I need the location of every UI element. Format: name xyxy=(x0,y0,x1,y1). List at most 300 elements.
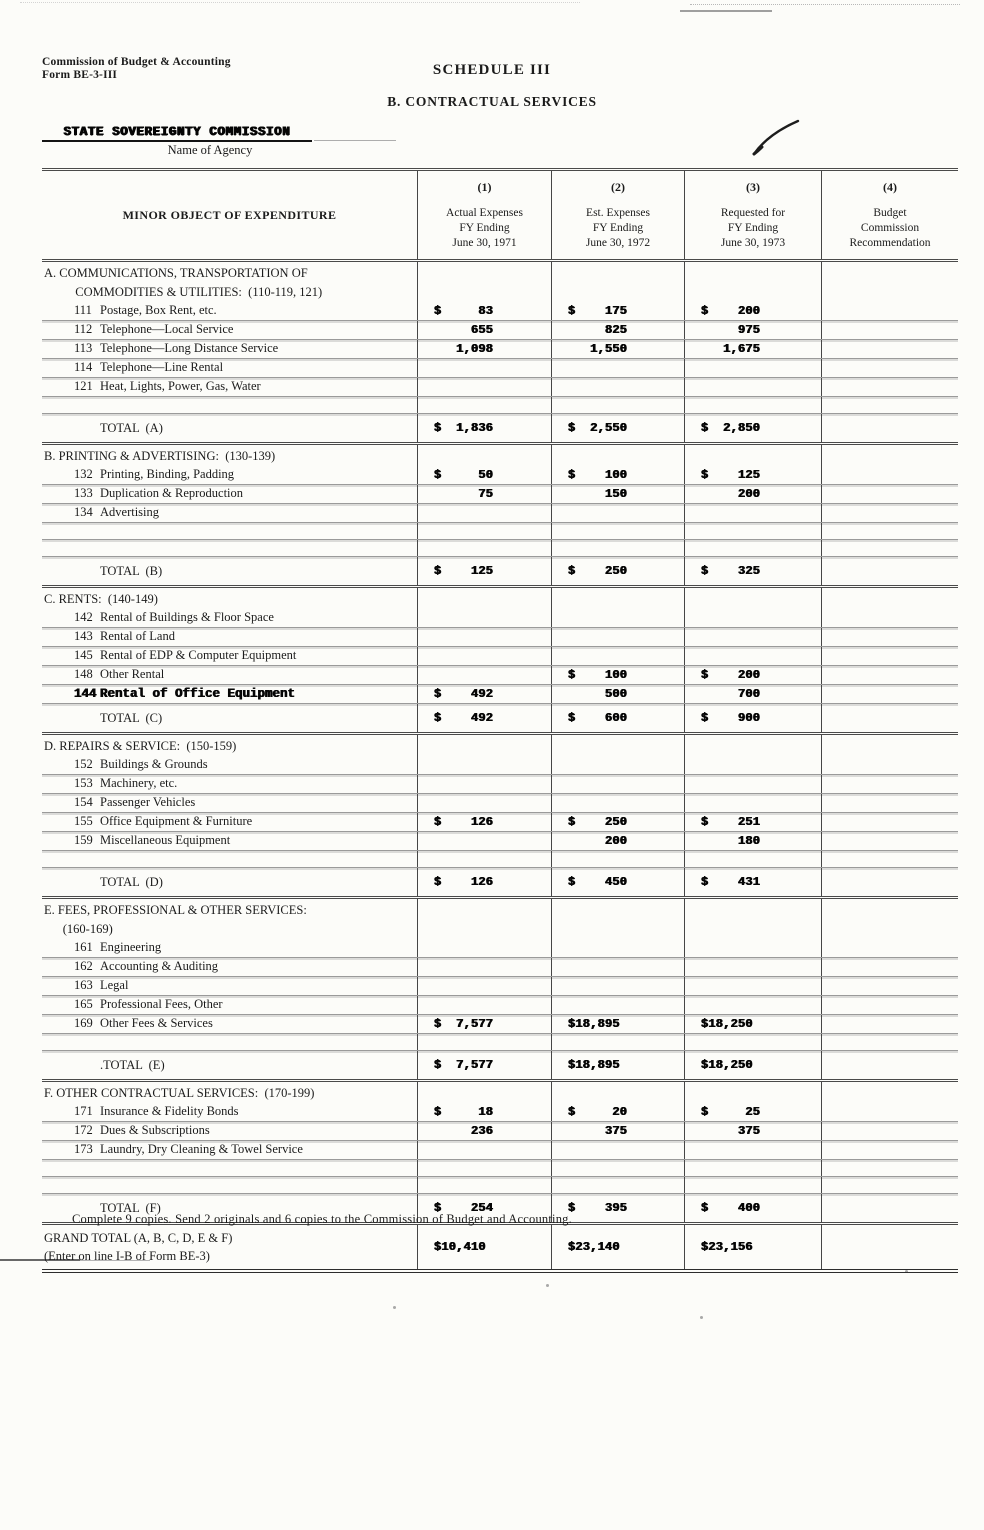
amount-cell-col1 xyxy=(417,1177,551,1193)
expenditure-code: 145 xyxy=(74,648,93,662)
amount-cell-col2 xyxy=(551,588,684,609)
total-label: TOTAL (D) xyxy=(100,874,163,889)
column-header-4 xyxy=(821,171,958,259)
section-heading-row xyxy=(42,899,958,939)
typed-amount: $10,410 xyxy=(434,1240,486,1254)
amount-cell-col1 xyxy=(417,851,551,867)
amount-cell-col2 xyxy=(551,1015,684,1033)
blank-label-cell xyxy=(42,1160,417,1176)
amount-cell-col4 xyxy=(821,899,958,939)
expenditure-code: 152 xyxy=(74,757,93,771)
amount-cell-col3 xyxy=(684,977,821,995)
scan-speck xyxy=(546,1284,549,1287)
expenditure-label-cell xyxy=(42,756,417,774)
typed-amount: $18,250 xyxy=(701,1017,753,1031)
typed-amount: 700 xyxy=(701,687,761,701)
amount-cell-col3 xyxy=(684,414,821,442)
amount-cell-col2 xyxy=(551,899,684,939)
expenditure-label-cell xyxy=(42,1122,417,1140)
typed-amount: 975 xyxy=(701,323,761,337)
expenditure-label: Telephone—Line Rental xyxy=(100,360,224,374)
typed-amount: $ 450 xyxy=(568,875,628,889)
expenditure-label-cell xyxy=(42,485,417,503)
typed-amount: $ 492 xyxy=(434,711,494,725)
blank-label-cell xyxy=(42,540,417,556)
amount-cell-col1 xyxy=(417,775,551,793)
typed-amount: $ 2,850 xyxy=(701,421,761,435)
typed-amount: $23,140 xyxy=(568,1240,620,1254)
amount-cell-col3 xyxy=(684,735,821,756)
amount-cell-col1 xyxy=(417,540,551,556)
section-heading-row xyxy=(42,262,958,302)
blank-row xyxy=(42,1177,958,1194)
amount-cell-col1 xyxy=(417,685,551,703)
expenditure-code: 165 xyxy=(74,997,93,1011)
typed-amount: 1,098 xyxy=(434,342,494,356)
expenditure-label: Laundry, Dry Cleaning & Towel Service xyxy=(100,1142,303,1156)
section-heading-cell xyxy=(42,445,417,466)
typed-amount: $ 200 xyxy=(701,304,761,318)
typed-amount: 150 xyxy=(568,487,628,501)
typed-amount: $ 431 xyxy=(701,875,761,889)
amount-cell-col1 xyxy=(417,756,551,774)
blank-label-cell xyxy=(42,851,417,867)
amount-cell-col1 xyxy=(417,378,551,396)
amount-cell-col2 xyxy=(551,1141,684,1159)
amount-cell-col3 xyxy=(684,1103,821,1121)
typed-amount: 825 xyxy=(568,323,628,337)
scan-speck xyxy=(700,1316,703,1319)
amount-cell-col3 xyxy=(684,996,821,1014)
amount-cell-col2 xyxy=(551,445,684,466)
typed-amount: $ 600 xyxy=(568,711,628,725)
agency-line-extension xyxy=(314,114,396,141)
amount-cell-col2 xyxy=(551,557,684,585)
amount-cell-col2 xyxy=(551,794,684,812)
expenditure-label-cell xyxy=(42,794,417,812)
table-row xyxy=(42,628,958,647)
table-row xyxy=(42,1015,958,1034)
amount-cell-col1 xyxy=(417,647,551,665)
amount-cell-col3 xyxy=(684,939,821,957)
amount-cell-col4 xyxy=(821,628,958,646)
total-label-cell xyxy=(42,704,417,732)
amount-cell-col1 xyxy=(417,868,551,896)
expenditure-code: 132 xyxy=(74,467,93,481)
grand-total-label-line2: (Enter on line I-B of Form BE-3) xyxy=(44,1249,210,1263)
amount-cell-col4 xyxy=(821,1082,958,1103)
amount-cell-col1 xyxy=(417,1082,551,1103)
expenditure-label-cell xyxy=(42,340,417,358)
typed-amount: 200 xyxy=(568,834,628,848)
amount-cell-col1 xyxy=(417,704,551,732)
table-row xyxy=(42,609,958,628)
amount-cell-col2 xyxy=(551,1051,684,1079)
issuer-name: Commission of Budget & Accounting xyxy=(42,56,231,68)
typed-amount: $ 250 xyxy=(568,564,628,578)
amount-cell-col3 xyxy=(684,262,821,302)
amount-cell-col2 xyxy=(551,958,684,976)
agency-name-value: STATE SOVEREIGNTY COMMISSION xyxy=(63,125,291,139)
amount-cell-col1 xyxy=(417,302,551,320)
amount-cell-col3 xyxy=(684,588,821,609)
expenditure-label-cell xyxy=(42,685,417,703)
handwritten-check-mark-icon xyxy=(742,114,812,164)
expenditure-label: Other Rental xyxy=(100,667,165,681)
typed-amount: $ 400 xyxy=(701,1201,761,1215)
amount-cell-col2 xyxy=(551,813,684,831)
table-row xyxy=(42,756,958,775)
expenditure-label-cell xyxy=(42,628,417,646)
total-label-cell xyxy=(42,557,417,585)
amount-cell-col1 xyxy=(417,666,551,684)
typed-amount: 1,675 xyxy=(701,342,761,356)
amount-cell-col3 xyxy=(684,523,821,539)
typed-amount: $ 100 xyxy=(568,468,628,482)
amount-cell-col2 xyxy=(551,868,684,896)
table-header-row xyxy=(42,171,958,262)
blank-row xyxy=(42,1034,958,1051)
expenditure-label-cell xyxy=(42,321,417,339)
amount-cell-col2 xyxy=(551,756,684,774)
amount-cell-col1 xyxy=(417,1122,551,1140)
amount-cell-col1 xyxy=(417,977,551,995)
section-heading-cell xyxy=(42,262,417,302)
amount-cell-col1 xyxy=(417,414,551,442)
amount-cell-col4 xyxy=(821,504,958,522)
expenditure-label-cell xyxy=(42,647,417,665)
typed-amount: $ 7,577 xyxy=(434,1058,494,1072)
schedule-title: SCHEDULE III xyxy=(432,62,552,78)
amount-cell-col4 xyxy=(821,321,958,339)
expenditure-code: 133 xyxy=(74,486,93,500)
amount-cell-col3 xyxy=(684,1082,821,1103)
amount-cell-col1 xyxy=(417,321,551,339)
typed-amount: 655 xyxy=(434,323,494,337)
column-header-line: Budget xyxy=(873,207,907,219)
amount-cell-col2 xyxy=(551,504,684,522)
amount-cell-col2 xyxy=(551,540,684,556)
expenditure-code: 143 xyxy=(74,629,93,643)
section-heading-cell xyxy=(42,899,417,939)
section-heading-line: D. REPAIRS & SERVICE: (150-159) xyxy=(44,739,237,753)
amount-cell-col4 xyxy=(821,1160,958,1176)
section-heading-row xyxy=(42,735,958,756)
section-heading-line: B. PRINTING & ADVERTISING: (130-139) xyxy=(44,449,276,463)
amount-cell-col1 xyxy=(417,939,551,957)
amount-cell-col4 xyxy=(821,397,958,413)
expenditure-label: Professional Fees, Other xyxy=(100,997,223,1011)
column-header-line: Recommendation xyxy=(849,237,931,249)
table-row xyxy=(42,832,958,851)
amount-cell-col4 xyxy=(821,756,958,774)
amount-cell-col4 xyxy=(821,1015,958,1033)
amount-cell-col3 xyxy=(684,1225,821,1269)
expenditure-label: Duplication & Reproduction xyxy=(100,486,244,500)
typed-amount: $ 126 xyxy=(434,815,494,829)
typed-amount: 500 xyxy=(568,687,628,701)
expenditure-label: Printing, Binding, Padding xyxy=(100,467,235,481)
amount-cell-col3 xyxy=(684,647,821,665)
scan-artifact xyxy=(680,10,772,12)
expenditure-label-cell xyxy=(42,1103,417,1121)
amount-cell-col3 xyxy=(684,540,821,556)
amount-cell-col2 xyxy=(551,647,684,665)
column-header-line: Commission xyxy=(860,222,920,234)
amount-cell-col3 xyxy=(684,813,821,831)
amount-cell-col3 xyxy=(684,1034,821,1050)
amount-cell-col3 xyxy=(684,1141,821,1159)
amount-cell-col1 xyxy=(417,588,551,609)
expenditure-label-cell xyxy=(42,302,417,320)
amount-cell-col1 xyxy=(417,794,551,812)
amount-cell-col1 xyxy=(417,397,551,413)
amount-cell-col3 xyxy=(684,899,821,939)
expenditure-label-cell xyxy=(42,977,417,995)
column-header-line: Actual Expenses xyxy=(446,207,523,219)
amount-cell-col4 xyxy=(821,868,958,896)
amount-cell-col2 xyxy=(551,1082,684,1103)
amount-cell-col3 xyxy=(684,445,821,466)
section-heading-row xyxy=(42,588,958,609)
typed-amount: 1,550 xyxy=(568,342,628,356)
amount-cell-col3 xyxy=(684,794,821,812)
amount-cell-col1 xyxy=(417,832,551,850)
typed-amount: $18,895 xyxy=(568,1058,620,1072)
expenditure-label-cell xyxy=(42,1141,417,1159)
table-row xyxy=(42,939,958,958)
amount-cell-col4 xyxy=(821,609,958,627)
table-row xyxy=(42,504,958,523)
amount-cell-col4 xyxy=(821,735,958,756)
amount-cell-col1 xyxy=(417,958,551,976)
expenditure-code: 142 xyxy=(74,610,93,624)
table-row xyxy=(42,1122,958,1141)
column-header-line: Est. Expenses xyxy=(586,207,650,219)
expenditure-label-cell xyxy=(42,996,417,1014)
typed-amount: $ 2,550 xyxy=(568,421,628,435)
expenditure-label-cell xyxy=(42,775,417,793)
amount-cell-col3 xyxy=(684,359,821,377)
amount-cell-col2 xyxy=(551,378,684,396)
amount-cell-col3 xyxy=(684,832,821,850)
column-header-line: June 30, 1971 xyxy=(452,237,517,249)
expenditure-label-cell xyxy=(42,609,417,627)
typed-amount: $ 251 xyxy=(701,815,761,829)
expenditure-code: 155 xyxy=(74,814,93,828)
total-row xyxy=(42,704,958,735)
expenditure-code: 112 xyxy=(74,322,93,336)
amount-cell-col1 xyxy=(417,466,551,484)
amount-cell-col3 xyxy=(684,302,821,320)
section-heading-line: E. FEES, PROFESSIONAL & OTHER SERVICES: xyxy=(44,903,307,917)
total-row xyxy=(42,868,958,899)
expenditure-label-cell xyxy=(42,832,417,850)
amount-cell-col4 xyxy=(821,977,958,995)
grand-total-row xyxy=(42,1225,958,1273)
total-label-cell xyxy=(42,414,417,442)
typed-amount: $ 125 xyxy=(434,564,494,578)
blank-row xyxy=(42,1160,958,1177)
typed-amount: $ 325 xyxy=(701,564,761,578)
amount-cell-col3 xyxy=(684,1051,821,1079)
expenditure-code: 173 xyxy=(74,1142,93,1156)
amount-cell-col1 xyxy=(417,899,551,939)
blank-row xyxy=(42,523,958,540)
amount-cell-col3 xyxy=(684,1122,821,1140)
column-header-minor-object: MINOR OBJECT OF EXPENDITURE xyxy=(122,207,337,222)
amount-cell-col1 xyxy=(417,523,551,539)
amount-cell-col3 xyxy=(684,958,821,976)
typed-amount: $ 126 xyxy=(434,875,494,889)
typed-amount: $ 50 xyxy=(434,468,494,482)
column-number: (3) xyxy=(746,180,760,194)
form-number: Form BE-3-III xyxy=(42,69,118,81)
typed-amount: $ 25 xyxy=(701,1105,761,1119)
table-row xyxy=(42,775,958,794)
amount-cell-col3 xyxy=(684,1177,821,1193)
table-row xyxy=(42,996,958,1015)
typed-amount: 75 xyxy=(434,487,494,501)
amount-cell-col2 xyxy=(551,832,684,850)
amount-cell-col1 xyxy=(417,485,551,503)
amount-cell-col3 xyxy=(684,378,821,396)
amount-cell-col1 xyxy=(417,359,551,377)
amount-cell-col4 xyxy=(821,647,958,665)
amount-cell-col1 xyxy=(417,609,551,627)
total-label-cell xyxy=(42,1051,417,1079)
table-row xyxy=(42,340,958,359)
typed-amount: $ 492 xyxy=(434,687,494,701)
amount-cell-col1 xyxy=(417,996,551,1014)
section-heading-line: (160-169) xyxy=(44,922,113,936)
expenditure-code: 148 xyxy=(74,667,93,681)
amount-cell-col4 xyxy=(821,466,958,484)
expenditure-code: 144 xyxy=(74,687,97,701)
amount-cell-col3 xyxy=(684,466,821,484)
section-heading-cell xyxy=(42,1082,417,1103)
typed-amount: $ 83 xyxy=(434,304,494,318)
amount-cell-col3 xyxy=(684,609,821,627)
expenditure-code: 111 xyxy=(74,303,92,317)
expenditure-code: 163 xyxy=(74,978,93,992)
typed-amount: $ 7,577 xyxy=(434,1017,494,1031)
expenditure-code: 169 xyxy=(74,1016,93,1030)
amount-cell-col4 xyxy=(821,588,958,609)
typed-amount: $ 200 xyxy=(701,668,761,682)
amount-cell-col1 xyxy=(417,1015,551,1033)
amount-cell-col4 xyxy=(821,996,958,1014)
expenditure-label: Telephone—Local Service xyxy=(100,322,234,336)
amount-cell-col1 xyxy=(417,628,551,646)
amount-cell-col3 xyxy=(684,685,821,703)
expenditure-code: 172 xyxy=(74,1123,93,1137)
expenditure-label: Rental of Land xyxy=(100,629,175,643)
amount-cell-col4 xyxy=(821,1122,958,1140)
amount-cell-col4 xyxy=(821,445,958,466)
expenditure-label-cell xyxy=(42,813,417,831)
typed-amount: 180 xyxy=(701,834,761,848)
typed-amount: $ 254 xyxy=(434,1201,494,1215)
expenditure-label: Miscellaneous Equipment xyxy=(100,833,231,847)
amount-cell-col2 xyxy=(551,1160,684,1176)
table-row xyxy=(42,378,958,397)
amount-cell-col2 xyxy=(551,685,684,703)
amount-cell-col1 xyxy=(417,1051,551,1079)
amount-cell-col2 xyxy=(551,939,684,957)
amount-cell-col2 xyxy=(551,1103,684,1121)
amount-cell-col4 xyxy=(821,832,958,850)
expenditure-code: 154 xyxy=(74,795,93,809)
amount-cell-col2 xyxy=(551,977,684,995)
amount-cell-col2 xyxy=(551,1177,684,1193)
amount-cell-col3 xyxy=(684,1194,821,1222)
grand-total-label-cell xyxy=(42,1225,417,1269)
expenditure-label: Advertising xyxy=(100,505,160,519)
expenditure-label: Dues & Subscriptions xyxy=(100,1123,210,1137)
table-row xyxy=(42,485,958,504)
amount-cell-col2 xyxy=(551,666,684,684)
expenditure-label-cell xyxy=(42,378,417,396)
amount-cell-col4 xyxy=(821,1051,958,1079)
amount-cell-col4 xyxy=(821,704,958,732)
expenditure-label-cell xyxy=(42,958,417,976)
amount-cell-col1 xyxy=(417,1141,551,1159)
amount-cell-col4 xyxy=(821,340,958,358)
schedule-subtitle: B. CONTRACTUAL SERVICES xyxy=(387,94,597,109)
expenditure-label: Postage, Box Rent, etc. xyxy=(100,303,217,317)
expenditure-label-cell xyxy=(42,666,417,684)
table-row xyxy=(42,977,958,996)
amount-cell-col1 xyxy=(417,1034,551,1050)
amount-cell-col2 xyxy=(551,262,684,302)
amount-cell-col1 xyxy=(417,445,551,466)
typed-amount: 200 xyxy=(701,487,761,501)
total-row xyxy=(42,414,958,445)
total-label: TOTAL (F) xyxy=(100,1200,161,1215)
amount-cell-col2 xyxy=(551,851,684,867)
table-row xyxy=(42,1141,958,1160)
section-heading-cell xyxy=(42,588,417,609)
expenditure-label: Accounting & Auditing xyxy=(100,959,219,973)
typed-amount: $18,895 xyxy=(568,1017,620,1031)
expenditure-label: Telephone—Long Distance Service xyxy=(100,341,279,355)
amount-cell-col4 xyxy=(821,359,958,377)
amount-cell-col1 xyxy=(417,1103,551,1121)
section-heading-row xyxy=(42,1082,958,1103)
amount-cell-col3 xyxy=(684,775,821,793)
total-row xyxy=(42,1051,958,1082)
expenditure-code: 171 xyxy=(74,1104,93,1118)
amount-cell-col2 xyxy=(551,466,684,484)
blank-row xyxy=(42,540,958,557)
typed-amount: 375 xyxy=(568,1124,628,1138)
expenditure-label-cell xyxy=(42,1015,417,1033)
amount-cell-col4 xyxy=(821,813,958,831)
expenditure-label: Passenger Vehicles xyxy=(100,795,196,809)
typed-amount: $ 20 xyxy=(568,1105,628,1119)
amount-cell-col1 xyxy=(417,504,551,522)
amount-cell-col3 xyxy=(684,321,821,339)
amount-cell-col3 xyxy=(684,704,821,732)
typed-amount: $23,156 xyxy=(701,1240,753,1254)
expenditure-label-cell xyxy=(42,359,417,377)
typed-amount: $ 100 xyxy=(568,668,628,682)
expenditure-code: 134 xyxy=(74,505,93,519)
typed-amount: $ 125 xyxy=(701,468,761,482)
amount-cell-col1 xyxy=(417,557,551,585)
column-header-line: FY Ending xyxy=(459,222,510,234)
